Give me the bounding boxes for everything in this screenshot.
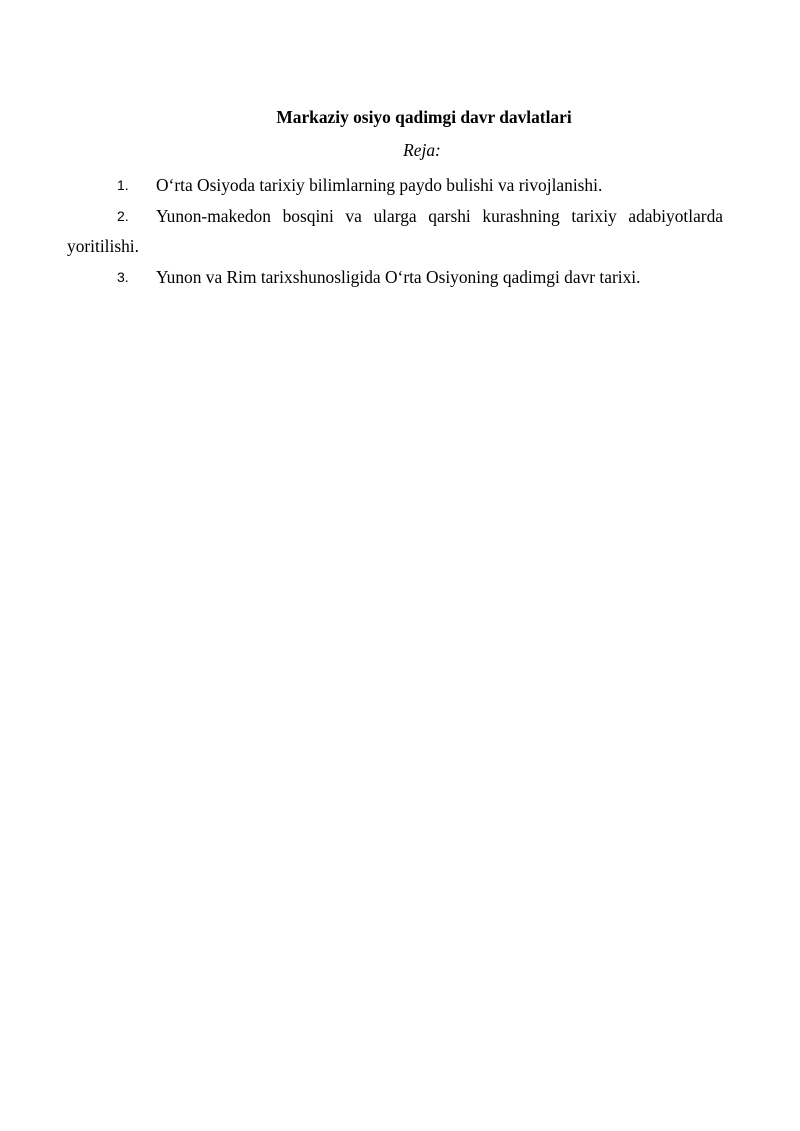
plan-item-text: Yunon-makedon bosqini va ularga qarshi kurashning tarixiy adabiyotlarda yoritilishi. bbox=[67, 205, 723, 256]
plan-item-1 bbox=[67, 170, 723, 201]
plan-item-text: Yunon va Rim tarixshunosligida O‘rta Osiyoning qadimgi davr tarixi. bbox=[156, 266, 641, 287]
plan-item-3 bbox=[67, 262, 723, 293]
plan-heading: Reja: bbox=[403, 140, 441, 160]
plan-list bbox=[67, 170, 723, 292]
plan-item-number: 2. bbox=[117, 207, 129, 224]
plan-item-number: 1. bbox=[117, 177, 129, 193]
document-title: Markaziy osiyo qadimgi davr davlatlari bbox=[276, 107, 572, 127]
plan-item-number: 3. bbox=[117, 268, 129, 285]
plan-item-text: O‘rta Osiyoda tarixiy bilimlarning paydo bulishi va rivojlanishi. bbox=[156, 175, 603, 195]
plan-item-2 bbox=[67, 201, 723, 262]
